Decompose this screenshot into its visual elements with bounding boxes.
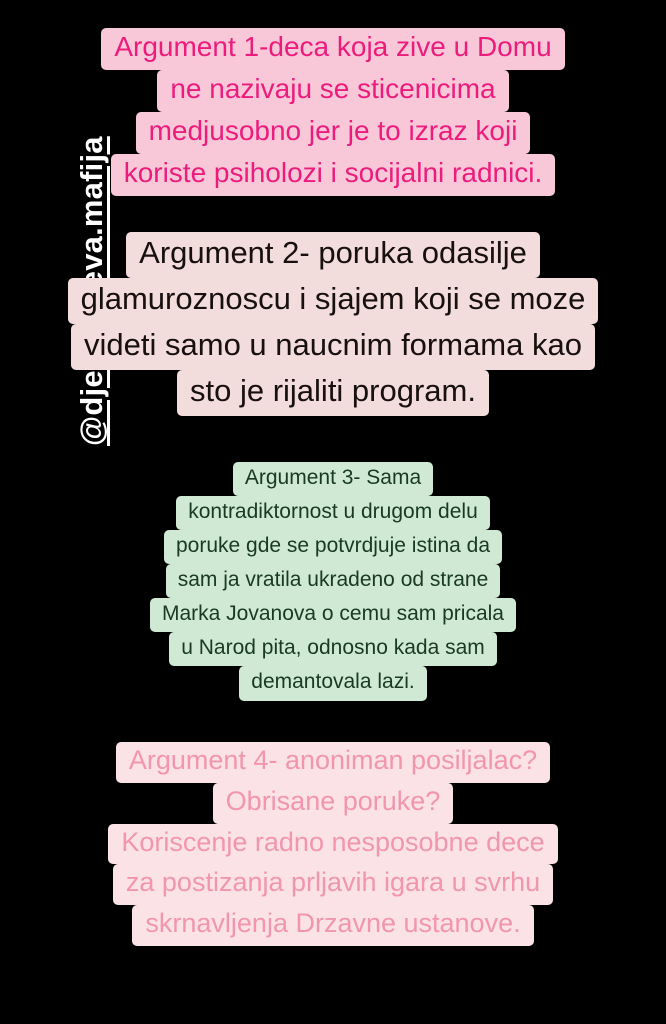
text-line: medjusobno jer je to izraz koji bbox=[136, 112, 531, 154]
text-line: u Narod pita, odnosno kada sam bbox=[169, 632, 497, 666]
text-line: ne nazivaju se sticenicima bbox=[157, 70, 508, 112]
text-line: skrnavljenja Drzavne ustanove. bbox=[132, 905, 533, 946]
text-line: Argument 4- anoniman posiljalac? bbox=[116, 742, 550, 783]
text-block-argument-4 bbox=[0, 742, 666, 946]
text-block-argument-3 bbox=[0, 462, 666, 701]
text-line: Obrisane poruke? bbox=[213, 783, 454, 824]
text-line: Argument 1-deca koja zive u Domu bbox=[101, 28, 564, 70]
text-line: za postizanja prljavih igara u svrhu bbox=[113, 864, 553, 905]
text-line: poruke gde se potvrdjuje istina da bbox=[164, 530, 502, 564]
text-line: Argument 2- poruka odasilje bbox=[126, 232, 540, 278]
text-block-argument-2 bbox=[0, 232, 666, 416]
text-line: sam ja vratila ukradeno od strane bbox=[166, 564, 501, 598]
text-line: videti samo u naucnim formama kao bbox=[71, 324, 595, 370]
text-line: koriste psiholozi i socijalni radnici. bbox=[111, 154, 556, 196]
text-line: kontradiktornost u drugom delu bbox=[176, 496, 490, 530]
text-line: sto je rijaliti program. bbox=[177, 370, 489, 416]
text-line: Koriscenje radno nesposobne dece bbox=[108, 824, 557, 865]
text-line: glamuroznoscu i sjajem koji se moze bbox=[68, 278, 599, 324]
text-line: Marka Jovanova o cemu sam pricala bbox=[150, 598, 516, 632]
text-line: demantovala lazi. bbox=[239, 666, 426, 700]
text-line: Argument 3- Sama bbox=[233, 462, 433, 496]
text-block-argument-1 bbox=[0, 28, 666, 196]
